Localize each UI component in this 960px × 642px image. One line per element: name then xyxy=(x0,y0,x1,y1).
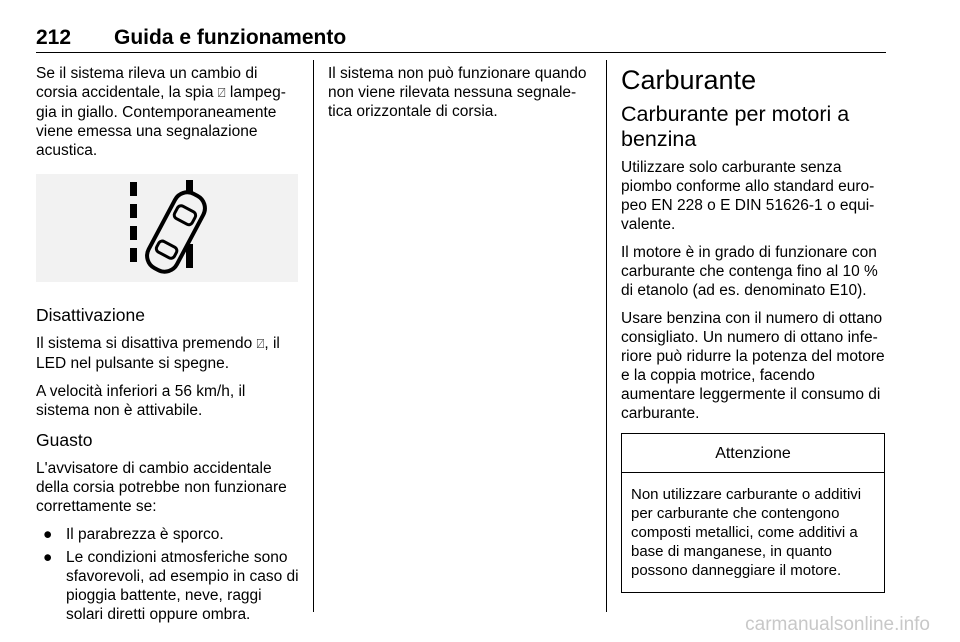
section-subtitle: Carburante per motori a benzina xyxy=(621,102,850,151)
watermark: carmanualsonline.info xyxy=(745,614,930,635)
lane-departure-illustration xyxy=(36,174,298,282)
caution-box xyxy=(621,433,885,593)
disattivazione-paragraph: Il sistema si disattiva premendo ⍁, il LED nel pulsante si spegne. xyxy=(36,335,280,372)
column-middle xyxy=(328,64,596,130)
lane-departure-button-icon: ⍁ xyxy=(256,337,265,352)
caution-body: Non utilizzare carburante o additivi per carburante che contengono composti metallici, come additivi a base di manganese, in quanto possono danneggiare il motore. xyxy=(631,486,862,579)
column-right xyxy=(621,64,887,593)
list-item: ● Il parabrezza è sporco. xyxy=(43,526,224,543)
guasto-list xyxy=(36,525,302,624)
bullet-icon: ● xyxy=(43,526,53,543)
section-title: Carburante xyxy=(621,65,757,95)
guasto-heading: Guasto xyxy=(36,430,93,450)
car-crossing-lane-icon xyxy=(36,174,298,282)
list-item: ● Le condizioni atmosferiche sono sfavorevoli, ad esempio in caso di pioggia battente, neve, raggi solari diretti oppure ombra. xyxy=(43,549,299,623)
lane-departure-icon: ⍁ xyxy=(217,86,226,101)
fuel-paragraph-2: Il motore è in grado di funzionare con carburante che contenga fino al 10 % di etanolo (ad es. denominato E10). xyxy=(621,244,878,299)
column-left xyxy=(36,64,302,628)
caution-title: Attenzione xyxy=(622,434,884,473)
fuel-paragraph-1: Utilizzare solo carburante senza piombo conforme allo standard euro-peo EN 228 o E DIN 51626-1 o equi-valente. xyxy=(621,159,875,233)
guasto-paragraph: L'avvisatore di cambio accidentale della corsia potrebbe non funzionare correttamente se: xyxy=(36,460,287,515)
running-title: Guida e funzionamento xyxy=(114,26,347,49)
column-divider-1 xyxy=(313,60,314,612)
page-header xyxy=(36,26,886,52)
velocita-paragraph: A velocità inferiori a 56 km/h, il sistema non è attivabile. xyxy=(36,383,246,419)
column-divider-2 xyxy=(606,60,607,612)
header-rule xyxy=(36,52,886,53)
intro-paragraph: Se il sistema rileva un cambio di corsia accidentale, la spia ⍁ lampeg-gia in giallo. Contemporaneamente viene emessa una segnalazione acustica. xyxy=(36,65,286,159)
no-lane-markings-paragraph: Il sistema non può funzionare quando non viene rilevata nessuna segnale-tica orizzontale di corsia. xyxy=(328,65,587,120)
fuel-paragraph-3: Usare benzina con il numero di ottano consigliato. Un numero di ottano infe-riore può ridurre la potenza del motore e la coppia motrice, facendo aumentare leggermente il consumo di carburante. xyxy=(621,310,885,422)
bullet-icon: ● xyxy=(43,549,53,566)
page-number: 212 xyxy=(36,26,72,49)
disattivazione-heading: Disattivazione xyxy=(36,305,145,325)
